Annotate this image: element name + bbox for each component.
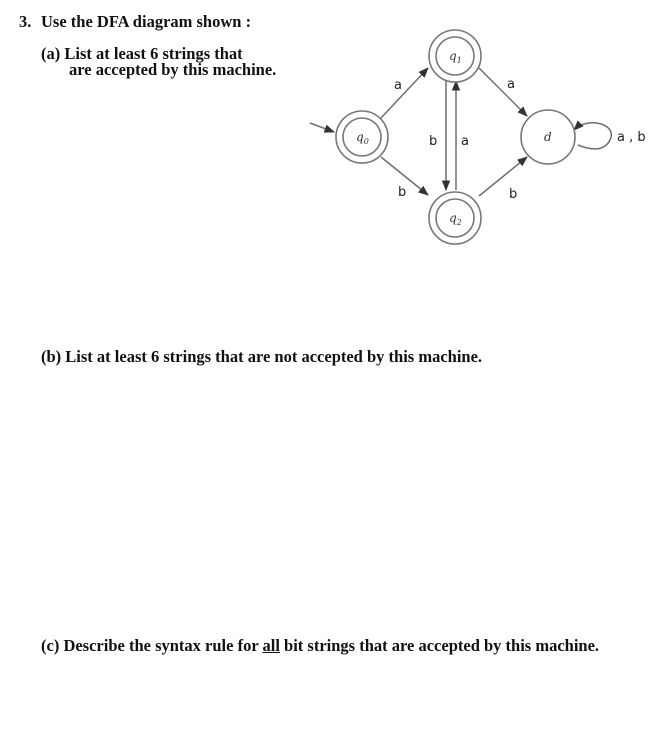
label-q2-q1: a — [461, 134, 469, 149]
state-d-letter: d — [544, 130, 552, 144]
state-q2-subscript: 2 — [456, 218, 462, 227]
start-arrow — [310, 123, 334, 132]
question-title: Use the DFA diagram shown : — [41, 12, 252, 31]
question-number: 3. — [19, 12, 32, 31]
part-c-underlined-word: all — [262, 636, 280, 655]
label-d-loop: a , b — [617, 130, 646, 145]
edge-q2-d — [479, 157, 527, 196]
state-q1 — [429, 30, 481, 82]
part-a-line-2: are accepted by this machine. — [69, 60, 277, 79]
label-q2-d: b — [509, 187, 518, 202]
state-q1-subscript: 1 — [456, 56, 462, 65]
state-q0-subscript: 0 — [363, 137, 369, 146]
label-q0-q2: b — [398, 185, 407, 200]
part-a-line-1: (a) List at least 6 strings that — [41, 44, 243, 63]
state-q0-letter: q — [356, 130, 364, 144]
state-q2-letter: q — [449, 211, 457, 225]
edge-q1-d — [479, 68, 527, 116]
state-q1-letter: q — [449, 49, 457, 63]
label-q0-q1: a — [394, 78, 402, 93]
label-q1-d: a — [507, 77, 515, 92]
label-q1-q2: b — [429, 134, 438, 149]
state-d — [521, 110, 575, 164]
part-c-text-end: bit strings that are accepted by this machine. — [279, 636, 600, 655]
state-q0 — [336, 111, 388, 163]
part-b-prompt: (b) List at least 6 strings that are not accepted by this machine. — [41, 347, 483, 366]
state-q2 — [429, 192, 481, 244]
edge-d-self-loop — [574, 123, 611, 149]
part-c-text-start: (c) Describe the syntax rule for — [41, 636, 263, 655]
edge-q0-q1 — [381, 68, 428, 118]
